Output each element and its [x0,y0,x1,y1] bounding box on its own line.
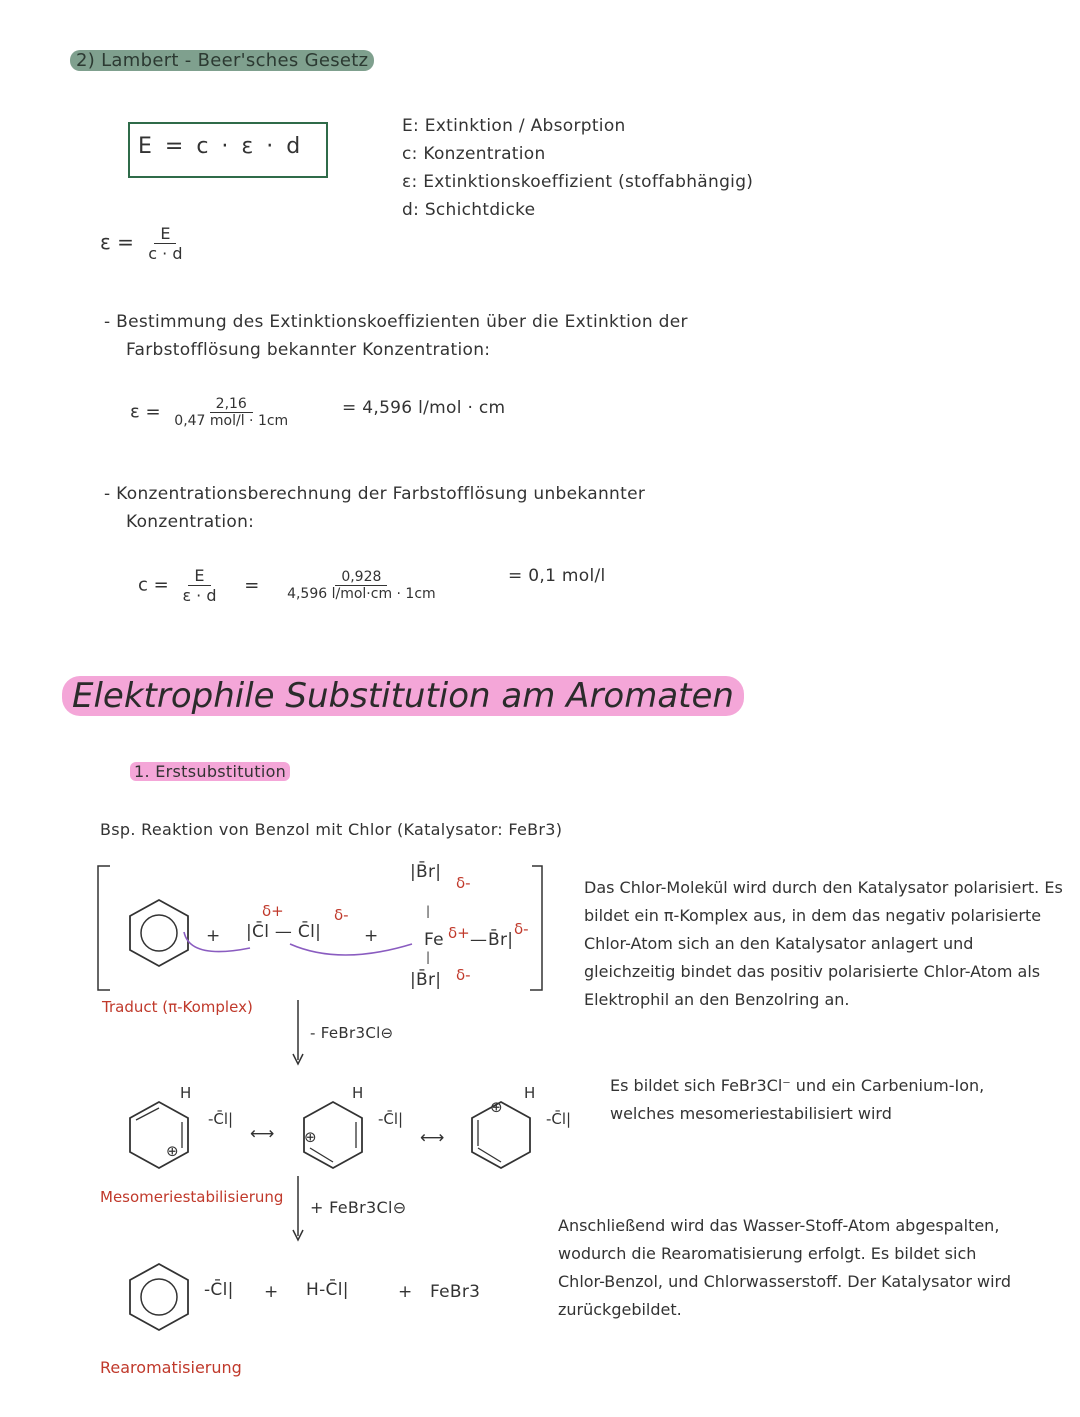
calc-extinction-coefficient: ε = $\frac{2,16}{\text{0,47 mol/l · 1cm}}$ [130,396,289,429]
legend-item: c: Konzentration [402,144,546,164]
bullet-concentration: - Konzentrationsberechnung der Farbstofflösung unbekannter Konzentration: [104,484,646,532]
traduct-label: Traduct (π-Komplex) [102,998,253,1016]
sub-heading: 1. Erstsubstitution [130,762,290,781]
hydrogen-label: H [180,1084,192,1102]
hydrogen-chloride: H-C̄l| [306,1280,349,1300]
catalyst-product: FeBr3 [430,1282,481,1302]
delta-minus: δ- [456,874,471,892]
chlorine-substituent: -C̄l| [208,1110,234,1128]
bromine-bottom: |B̄r| [410,970,442,990]
bullet-determination: - Bestimmung des Extinktionskoeffizienten über die Extinktion der Farbstofflösung bekannter Konzentration: [104,312,688,360]
legend-item: E: Extinktion / Absorption [402,116,626,136]
chlorobenzene-ring [124,1262,194,1332]
explanation-carbenium: Es bildet sich FeBr3Cl⁻ und ein Carbenium-Ion, welches mesomeriestabilisiert wird [610,1076,985,1123]
chlorine-molecule: |C̄l — C̄l| [246,922,322,942]
chlorine-substituent: -C̄l| [546,1110,572,1128]
explanation-polarization: Das Chlor-Molekül wird durch den Katalysator polarisiert. Es bildet ein π-Komplex aus, in dem das negativ polarisierte Chlor-Atom sich an den Katalysator anlagert und gleichzeitig bindet das positiv polarisierte Chlor-Atom als Elektrophil an den Benzolring an. [584,878,1063,1009]
positive-charge: ⊕ [304,1128,317,1146]
plus-sign: + [364,926,379,946]
delta-plus: δ+ [448,924,470,942]
plus-sign: + [206,926,221,946]
bond-line: | [426,904,431,918]
reaction-arrow [292,1176,304,1242]
reaction-arrow [292,1000,304,1066]
explanation-rearomatization: Anschließend wird das Wasser-Stoff-Atom abgespalten, wodurch die Rearomatisierung erfolgt. Es bildet sich Chlor-Benzol, und Chlorwasserstoff. Der Katalysator wird zurückgebildet. [558,1216,1011,1319]
lambert-beer-formula: E = c · ε · d [138,134,304,159]
electron-arrows [180,930,420,970]
resonance-arrow: ⟷ [420,1128,445,1148]
example-line: Bsp. Reaktion von Benzol mit Chlor (Katalysator: FeBr3) [100,820,563,839]
section-heading: 2) Lambert - Beer'sches Gesetz [70,50,374,71]
page-title: Elektrophile Substitution am Aromaten [62,676,744,716]
bromine-top: |B̄r| [410,862,442,882]
product-chlorine: -C̄l| [204,1280,234,1300]
delta-minus: δ- [514,920,529,938]
step1-reagent: - FeBr3Cl⊖ [310,1024,394,1042]
plus-sign: + [398,1282,413,1302]
hydrogen-label: H [352,1084,364,1102]
resonance-arrow: ⟷ [250,1124,275,1144]
positive-charge: ⊕ [490,1098,503,1116]
formula-legend [402,112,753,224]
chlorine-substituent: -C̄l| [378,1110,404,1128]
hydrogen-label: H [524,1084,536,1102]
legend-item: d: Schichtdicke [402,200,536,220]
iron-center: Fe [424,930,444,950]
calc1-result: = 4,596 l/mol · cm [342,398,506,418]
bromine-right: B̄r| [488,930,514,950]
legend-item: ε: Extinktionskoeffizient (stoffabhängig) [402,172,754,192]
calc-concentration: c = $\frac{E}{\varepsilon \cdot d}$ = $\frac{0,928}{\text{4,596 l/mol·cm · 1cm}}$ [138,566,436,605]
mesomerie-label: Mesomeriestabilisierung [100,1188,284,1206]
step2-reagent: + FeBr3Cl⊖ [310,1198,407,1217]
carbenium-ring [124,1100,194,1170]
positive-charge: ⊕ [166,1142,179,1160]
delta-minus: δ- [334,906,349,924]
delta-minus: δ- [456,966,471,984]
rearranged-formula: ε = $\frac{E}{c \cdot d}$ [100,224,183,263]
plus-sign: + [264,1282,279,1302]
delta-plus: δ+ [262,902,284,920]
rearomatization-label: Rearomatisierung [100,1358,242,1377]
bond-line: — [470,930,488,950]
bond-line: | [426,950,431,964]
calc2-result: = 0,1 mol/l [508,566,606,586]
